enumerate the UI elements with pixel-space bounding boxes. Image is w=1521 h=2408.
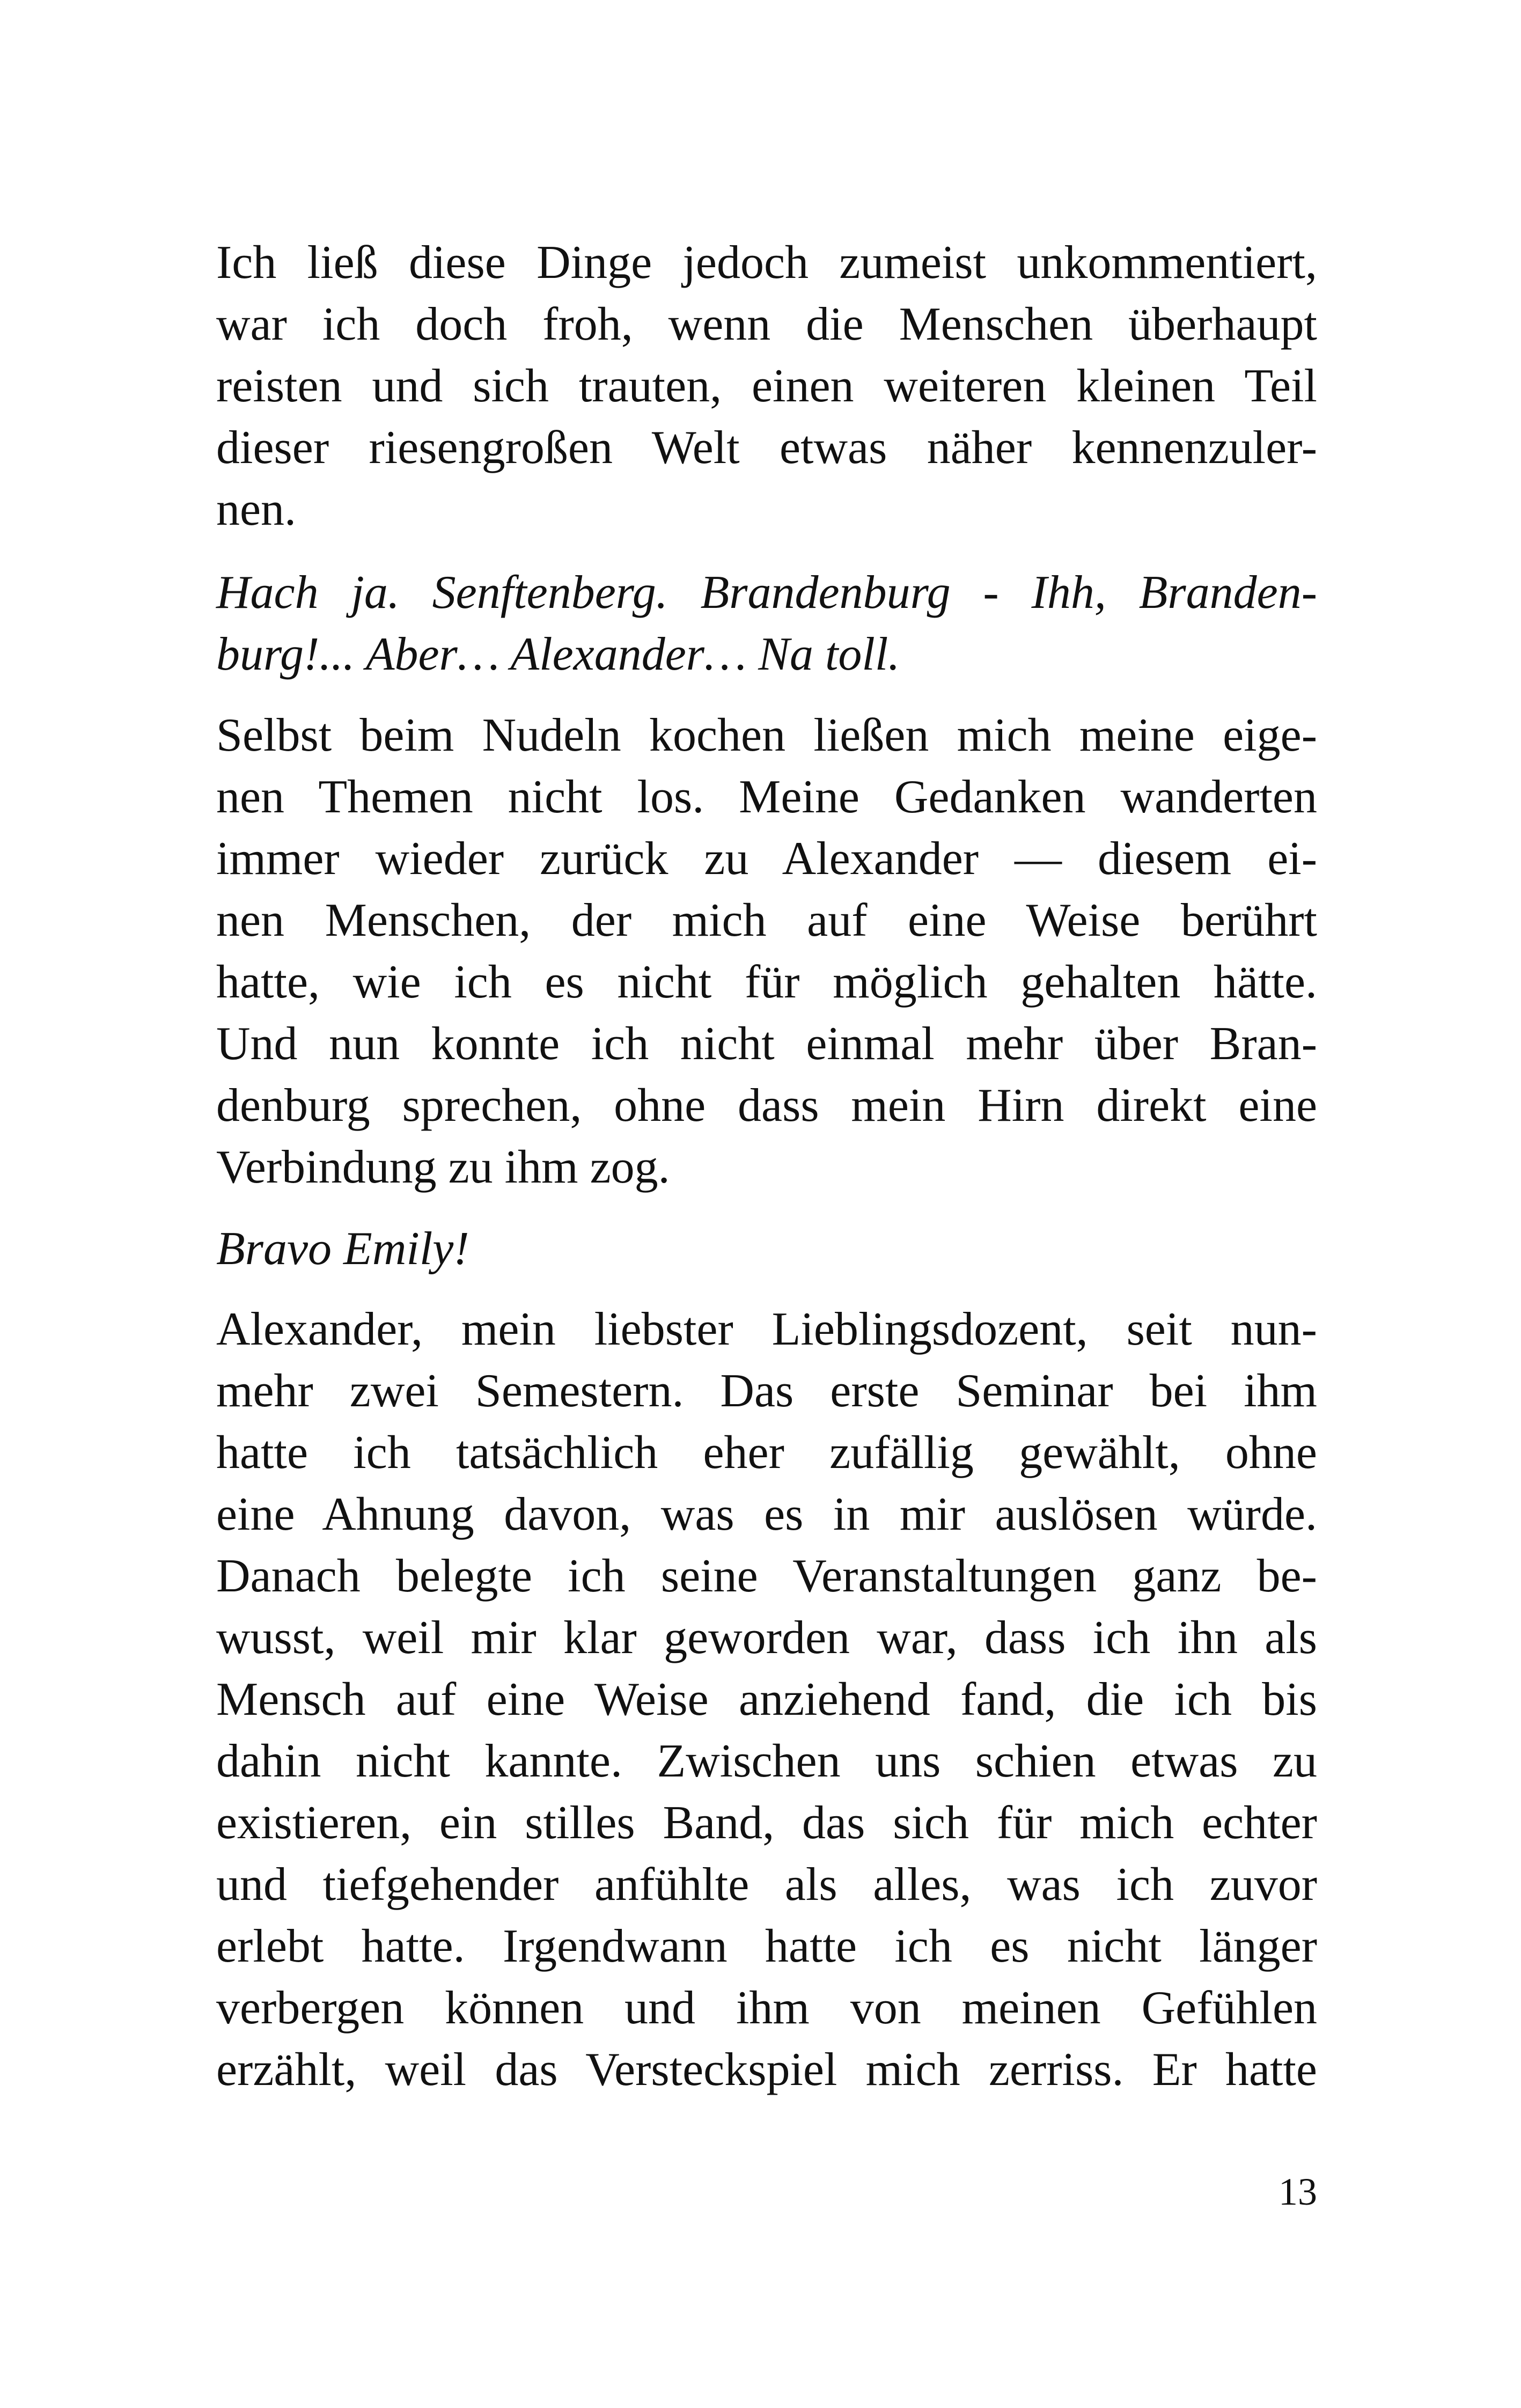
paragraph-5 [216, 1298, 1317, 2101]
text-line: Bravo Emily! [216, 1223, 469, 1275]
text-line: hatte ich tatsächlich eher zufällig gewählt, ohne [216, 1427, 1317, 1479]
text-line: existieren, ein stilles Band, das sich für mich echter [216, 1797, 1317, 1849]
text-line: reisten und sich trauten, einen weiteren kleinen Teil [216, 360, 1317, 412]
text-line: war ich doch froh, wenn die Menschen überhaupt [216, 298, 1317, 350]
text-line: wusst, weil mir klar geworden war, dass ich ihn als [216, 1612, 1317, 1664]
text-line: verbergen können und ihm von meinen Gefühlen [216, 1982, 1317, 2034]
text-line: Hach ja. Senftenberg. Brandenburg - Ihh, Branden- [216, 567, 1317, 619]
text-line: nen Themen nicht los. Meine Gedanken wanderten [216, 771, 1317, 823]
paragraph-2-italic-thought [216, 562, 1317, 685]
text-line: denburg sprechen, ohne dass mein Hirn direkt eine [216, 1080, 1317, 1132]
text-line: dieser riesengroßen Welt etwas näher kennenzuler- [216, 422, 1317, 474]
text-line: mehr zwei Semestern. Das erste Seminar bei ihm [216, 1365, 1317, 1417]
text-line: eine Ahnung davon, was es in mir auslösen würde. [216, 1488, 1317, 1540]
text-line: Und nun konnte ich nicht einmal mehr über Bran- [216, 1018, 1317, 1070]
text-line: Alexander, mein liebster Lieblingsdozent, seit nun- [216, 1303, 1317, 1355]
text-line: hatte, wie ich es nicht für möglich gehalten hätte. [216, 956, 1317, 1008]
text-line: burg!... Aber… Alexander… Na toll. [216, 628, 900, 680]
text-line: erlebt hatte. Irgendwann hatte ich es nicht länger [216, 1920, 1317, 1972]
text-line: und tiefgehender anfühlte als alles, was ich zuvor [216, 1859, 1317, 1911]
text-line: erzählt, weil das Versteckspiel mich zerriss. Er hatte [216, 2044, 1317, 2096]
text-line: dahin nicht kannte. Zwischen uns schien etwas zu [216, 1735, 1317, 1787]
text-line: Mensch auf eine Weise anziehend fand, die ich bis [216, 1673, 1317, 1726]
text-line: Danach belegte ich seine Veranstaltungen ganz be- [216, 1550, 1317, 1602]
paragraph-1 [216, 232, 1317, 540]
text-line: immer wieder zurück zu Alexander — diesem ei- [216, 833, 1317, 885]
text-line: nen. [216, 483, 297, 535]
text-line: Ich ließ diese Dinge jedoch zumeist unkommentiert, [216, 237, 1317, 289]
text-line: Selbst beim Nudeln kochen ließen mich meine eige- [216, 709, 1317, 761]
paragraph-4-italic-thought [216, 1218, 1317, 1280]
text-line: nen Menschen, der mich auf eine Weise berührt [216, 894, 1317, 946]
text-line: Verbindung zu ihm zog. [216, 1141, 670, 1193]
page-number: 13 [1278, 2170, 1317, 2213]
paragraph-3 [216, 704, 1317, 1198]
